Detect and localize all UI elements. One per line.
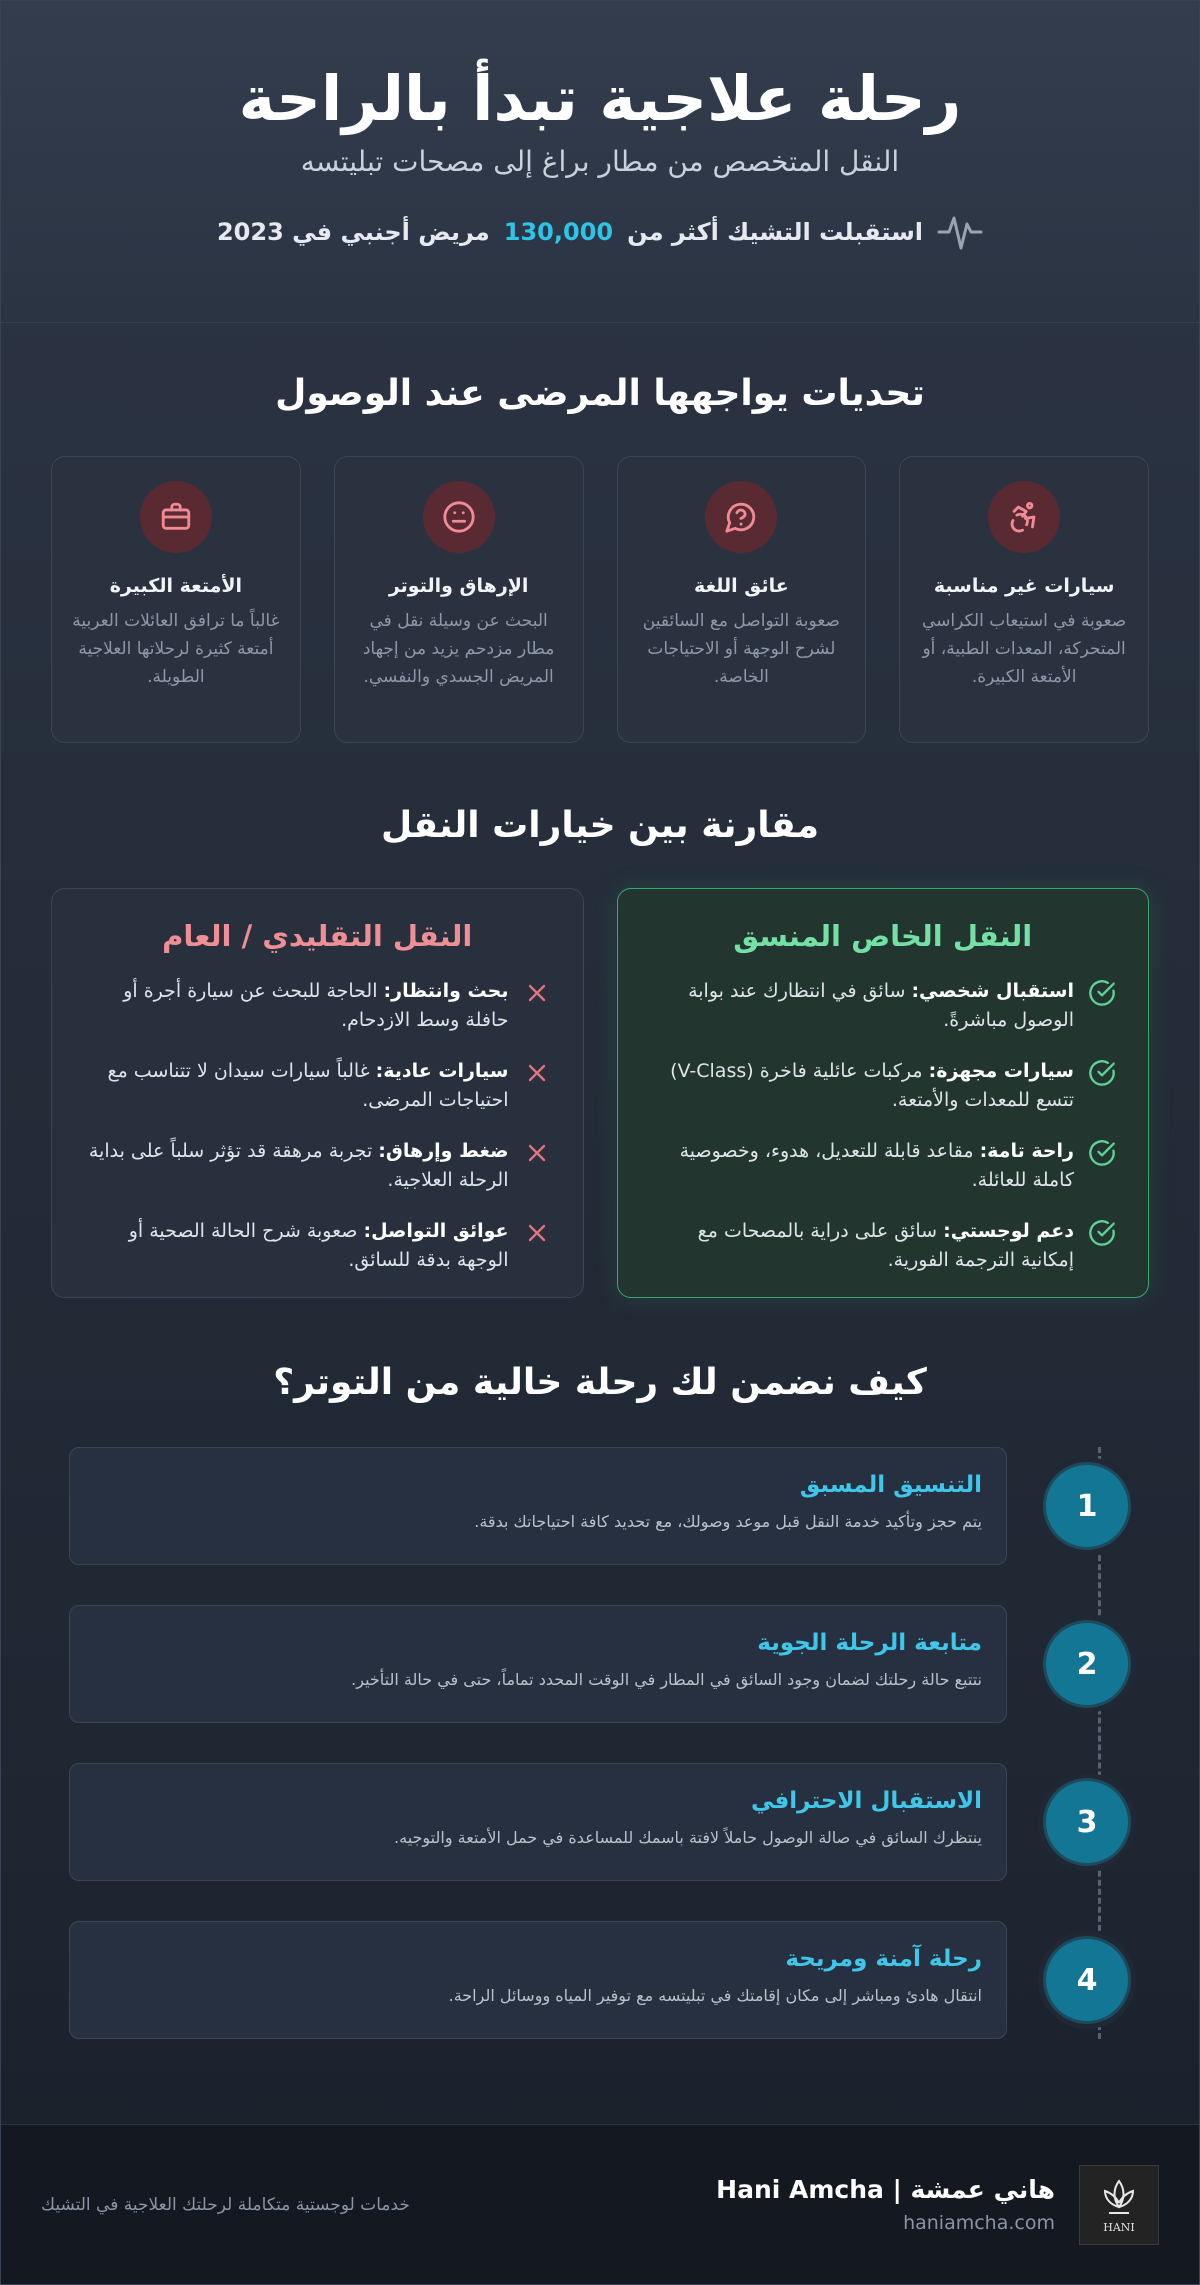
list-item <box>650 1217 1117 1275</box>
wheelchair-icon <box>988 481 1060 553</box>
page-subtitle: النقل المتخصص من مطار براغ إلى مصحات تبليتسه <box>300 145 900 178</box>
cross-icon <box>523 979 551 1007</box>
list-item-text: دعم لوجستي: سائق على دراية بالمصحات مع إمكانية الترجمة الفورية. <box>697 1220 1074 1271</box>
card-title: الأمتعة الكبيرة <box>109 575 243 597</box>
card-title: عائق اللغة <box>694 575 789 597</box>
list-item <box>650 1057 1117 1115</box>
step-card <box>69 1921 1007 2039</box>
card-title: سيارات غير مناسبة <box>933 575 1115 597</box>
private-transport-column <box>617 888 1150 1298</box>
step-number: 2 <box>1043 1620 1131 1708</box>
step-title: متابعة الرحلة الجوية <box>757 1630 982 1656</box>
step-text: انتقال هادئ ومباشر إلى مكان إقامتك في تبليتسه مع توفير المياه ووسائل الراحة. <box>448 1986 982 2005</box>
list-item-text: سيارات مجهزة: مركبات عائلية فاخرة (V-Class) تتسع للمعدات والأمتعة. <box>670 1060 1074 1111</box>
steps-timeline <box>1 1447 1199 2039</box>
step-item <box>69 1605 1131 1723</box>
challenge-card <box>617 456 867 743</box>
list-item <box>84 977 551 1035</box>
step-item <box>69 1763 1131 1881</box>
brand-url-link[interactable]: haniamcha.com <box>903 2212 1055 2234</box>
cross-icon <box>523 1139 551 1167</box>
step-text: ينتظرك السائق في صالة الوصول حاملاً لافتة باسمك للمساعدة في حمل الأمتعة والتوجيه. <box>394 1828 982 1847</box>
challenges-section <box>1 323 1199 743</box>
list-item-text: استقبال شخصي: سائق في انتظارك عند بوابة الوصول مباشرةً. <box>688 980 1074 1031</box>
step-number: 1 <box>1043 1462 1131 1550</box>
patients-stat <box>1 212 1199 252</box>
stat-suffix: مريض أجنبي في 2023 <box>216 218 490 246</box>
comparison-columns <box>1 888 1199 1298</box>
suitcase-icon <box>140 481 212 553</box>
stat-number: 130,000 <box>503 218 614 246</box>
challenge-card <box>51 456 301 743</box>
list-item-text: راحة تامة: مقاعد قابلة للتعديل، هدوء، وخصوصية كاملة للعائلة. <box>679 1140 1074 1191</box>
heartbeat-pulse-icon <box>937 212 983 252</box>
stat-prefix: استقبلت التشيك أكثر من <box>627 218 924 246</box>
step-card <box>69 1605 1007 1723</box>
footer-tagline: خدمات لوجستية متكاملة لرحلتك العلاجية في التشيك <box>41 2194 410 2215</box>
card-text: البحث عن وسيلة نقل في مطار مزدحم يزيد من إجهاد المريض الجسدي والنفسي. <box>362 611 555 687</box>
challenges-title: تحديات يواجهها المرضى عند الوصول <box>275 373 925 414</box>
list-item <box>650 1137 1117 1195</box>
cross-icon <box>523 1219 551 1247</box>
step-title: الاستقبال الاحترافي <box>750 1788 982 1814</box>
comparison-section <box>1 743 1199 1298</box>
steps-title: كيف نضمن لك رحلة خالية من التوتر؟ <box>273 1362 927 1403</box>
speech-bubble-icon <box>705 481 777 553</box>
list-item-text: سيارات عادية: غالباً سيارات سيدان لا تتناسب مع احتياجات المرضى. <box>107 1060 509 1111</box>
cross-icon <box>523 1059 551 1087</box>
comparison-title: مقارنة بين خيارات النقل <box>381 805 819 846</box>
list-item-text: عوائق التواصل: صعوبة شرح الحالة الصحية أو الوجهة بدقة للسائق. <box>128 1220 509 1271</box>
card-text: غالباً ما ترافق العائلات العربية أمتعة كثيرة لرحلاتها العلاجية الطويلة. <box>72 611 280 687</box>
check-circle-icon <box>1088 1139 1116 1167</box>
check-circle-icon <box>1088 1219 1116 1247</box>
step-title: التنسيق المسبق <box>799 1472 982 1498</box>
step-number: 4 <box>1043 1936 1131 2024</box>
list-item <box>84 1057 551 1115</box>
card-title: الإرهاق والتوتر <box>388 575 529 597</box>
hero-section <box>1 1 1199 323</box>
card-text: صعوبة التواصل مع السائقين لشرح الوجهة أو الاحتياجات الخاصة. <box>642 611 840 687</box>
benefit-list <box>650 977 1117 1275</box>
step-item <box>69 1921 1131 2039</box>
footer <box>1 2124 1199 2284</box>
drawback-list <box>84 977 551 1275</box>
page-title: رحلة علاجية تبدأ بالراحة <box>238 62 962 135</box>
step-text: يتم حجز وتأكيد خدمة النقل قبل موعد وصولك، مع تحديد كافة احتياجاتك بدقة. <box>474 1512 982 1531</box>
list-item <box>650 977 1117 1035</box>
check-circle-icon <box>1088 1059 1116 1087</box>
tired-face-icon <box>423 481 495 553</box>
card-text: صعوبة في استيعاب الكراسي المتحركة، المعدات الطبية، أو الأمتعة الكبيرة. <box>922 611 1127 687</box>
challenge-card <box>334 456 584 743</box>
check-circle-icon <box>1088 979 1116 1007</box>
step-title: رحلة آمنة ومريحة <box>785 1946 982 1972</box>
list-item <box>84 1137 551 1195</box>
challenge-cards <box>1 456 1199 743</box>
challenge-card <box>899 456 1149 743</box>
brand-block <box>716 2175 1055 2234</box>
step-card <box>69 1763 1007 1881</box>
steps-section <box>1 1298 1199 2039</box>
step-text: نتتبع حالة رحلتك لضمان وجود السائق في المطار في الوقت المحدد تماماً، حتى في حالة التأخير. <box>351 1670 982 1689</box>
list-item <box>84 1217 551 1275</box>
brand-logo <box>1079 2165 1159 2245</box>
logo-text: HANI <box>1103 2221 1135 2234</box>
column-title: النقل الخاص المنسق <box>733 919 1033 953</box>
list-item-text: بحث وانتظار: الحاجة للبحث عن سيارة أجرة أو حافلة وسط الازدحام. <box>123 980 509 1031</box>
step-item <box>69 1447 1131 1565</box>
lotus-logo-icon <box>1097 2175 1141 2219</box>
step-number: 3 <box>1043 1778 1131 1866</box>
traditional-transport-column <box>51 888 584 1298</box>
step-card <box>69 1447 1007 1565</box>
list-item-text: ضغط وإرهاق: تجربة مرهقة قد تؤثر سلباً على بداية الرحلة العلاجية. <box>88 1140 509 1191</box>
brand-name: هاني عمشة | Hani Amcha <box>716 2175 1055 2204</box>
column-title: النقل التقليدي / العام <box>162 919 473 953</box>
